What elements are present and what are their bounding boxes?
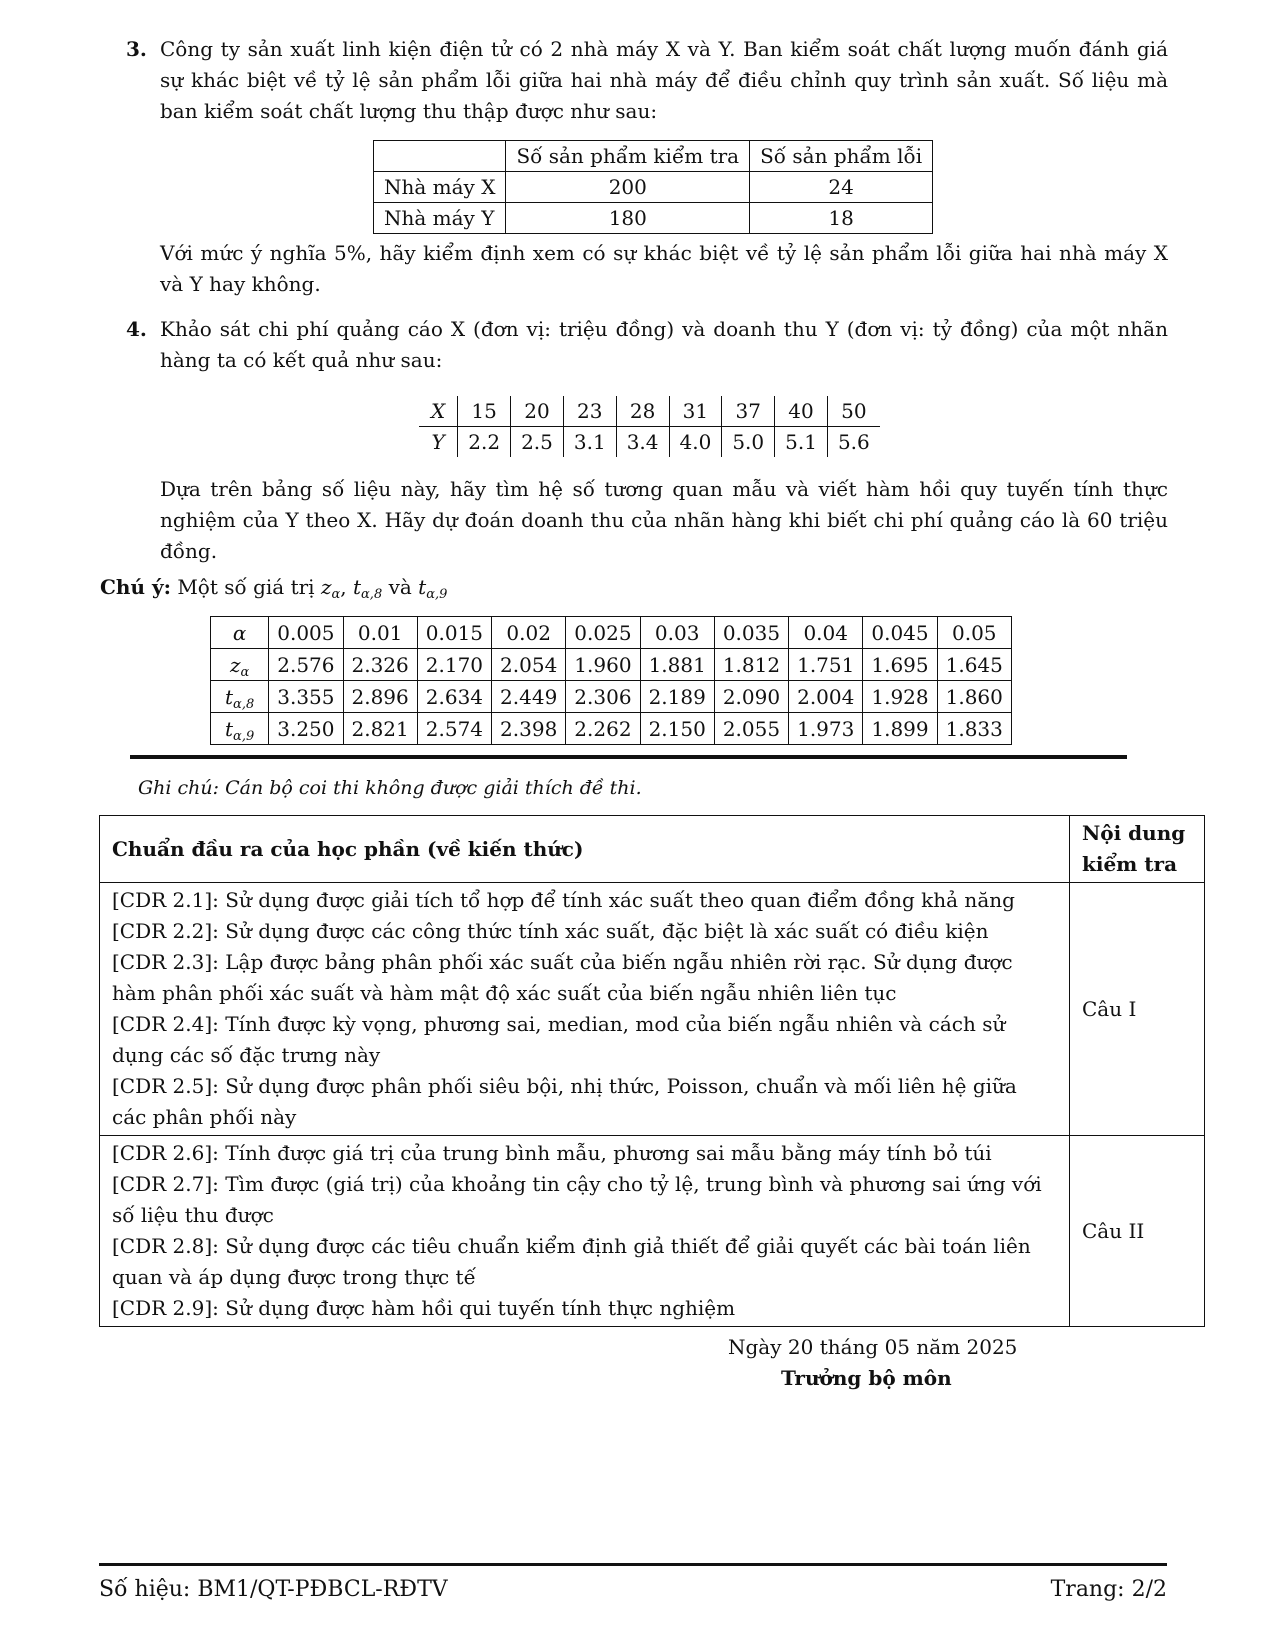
table-row-y (419, 427, 880, 458)
table-cell: 23 (563, 396, 616, 427)
table-cell: 2.055 (714, 713, 788, 745)
z-symbol: z (320, 575, 332, 599)
outcome-item: [CDR 2.4]: Tính được kỳ vọng, phương sai, median, mod của biến ngẫu nhiên và cách sử dụng các số đặc trưng này (112, 1012, 1006, 1067)
table-cell: 0.04 (789, 617, 863, 649)
table-cell: Nhà máy X (374, 172, 506, 203)
table-cell: 0.025 (566, 617, 640, 649)
note-label: Chú ý: (100, 575, 171, 599)
table-cell: 3.1 (563, 427, 616, 458)
question-3-intro: Công ty sản xuất linh kiện điện tử có 2 nhà máy X và Y. Ban kiểm soát chất lượng muốn đánh giá sự khác biệt về tỷ lệ sản phẩm lỗi giữa hai nhà máy để điều chỉnh quy trình sản xuất. Số liệu mà ban kiểm soát chất lượng thu thập được như sau: (160, 37, 1168, 123)
table-header-row (374, 141, 933, 172)
table-cell: 15 (458, 396, 511, 427)
table-cell: 37 (722, 396, 775, 427)
note-text: Một số giá trị (177, 575, 315, 599)
table-cell: 0.005 (269, 617, 343, 649)
table-row-label: α (211, 617, 269, 649)
table-cell: 2.306 (566, 681, 640, 713)
t9-subscript: α,9 (426, 587, 448, 602)
table-cell: 2.634 (417, 681, 491, 713)
table-cell: 1.899 (863, 713, 937, 745)
table-row-z (211, 649, 1012, 681)
table-row-t9 (211, 713, 1012, 745)
question-4-intro: Khảo sát chi phí quảng cáo X (đơn vị: triệu đồng) và doanh thu Y (đơn vị: tỷ đồng) của một nhãn hàng ta có kết quả như sau: (160, 317, 1168, 372)
question-3 (126, 34, 1168, 127)
question-3-text (126, 238, 1168, 300)
table-cell: 2.004 (789, 681, 863, 713)
table-cell: 2.576 (269, 649, 343, 681)
signature-date: Ngày 20 tháng 05 năm 2025 (728, 1335, 1018, 1359)
factory-defect-table (373, 140, 933, 234)
table-row (374, 172, 933, 203)
table-cell: 0.02 (492, 617, 566, 649)
page-number: Trang: 2/2 (1050, 1577, 1167, 1602)
table-cell: 0.035 (714, 617, 788, 649)
table-cell: 1.928 (863, 681, 937, 713)
table-row-label: $t_{\alpha,8}$ (211, 681, 269, 713)
table-cell: 0.03 (640, 617, 714, 649)
table-cell: 5.1 (775, 427, 828, 458)
question-4-text (126, 474, 1168, 567)
table-cell: 1.860 (937, 681, 1011, 713)
table-row (100, 883, 1205, 1136)
table-cell: 5.0 (722, 427, 775, 458)
table-row-alpha (211, 617, 1012, 649)
table-cell: 2.574 (417, 713, 491, 745)
content-header: Nội dung kiểm tra (1070, 816, 1205, 883)
table-cell: 2.170 (417, 649, 491, 681)
note-line: Chú ý: Một số giá trị $z_\alpha$, $t_{\alpha,8}$ và $t_{\alpha,9}$ (100, 575, 448, 602)
outcome-item: [CDR 2.6]: Tính được giá trị của trung bình mẫu, phương sai mẫu bằng máy tính bỏ túi (112, 1141, 992, 1165)
table-cell: 0.015 (417, 617, 491, 649)
table-cell: 50 (827, 396, 879, 427)
table-cell: 1.695 (863, 649, 937, 681)
table-cell: 1.812 (714, 649, 788, 681)
table-cell: 1.881 (640, 649, 714, 681)
table-cell: 2.054 (492, 649, 566, 681)
table-cell: 5.6 (827, 427, 879, 458)
learning-outcomes-table (99, 815, 1205, 1327)
table-cell: 3.4 (616, 427, 669, 458)
table-header-cell: Số sản phẩm lỗi (750, 141, 933, 172)
signature-block (728, 1332, 1018, 1394)
divider (130, 755, 1127, 759)
outcome-item: [CDR 2.5]: Sử dụng được phân phối siêu bội, nhị thức, Poisson, chuẩn và mối liên hệ giữa các phân phối này (112, 1074, 1017, 1129)
question-4-question: Dựa trên bảng số liệu này, hãy tìm hệ số tương quan mẫu và viết hàm hồi quy tuyến tính thực nghiệm của Y theo X. Hãy dự đoán doanh thu của nhãn hàng khi biết chi phí quảng cáo là 60 triệu đồng. (160, 477, 1168, 563)
question-number: 4. (126, 317, 147, 341)
table-cell: 2.398 (492, 713, 566, 745)
table-cell: 180 (506, 203, 750, 234)
table-cell: 24 (750, 172, 933, 203)
note-and: và (388, 575, 412, 599)
outcome-content: Câu II (1070, 1136, 1205, 1327)
table-cell: 0.05 (937, 617, 1011, 649)
table-cell: 200 (506, 172, 750, 203)
table-cell: 2.326 (343, 649, 417, 681)
outcome-group-2 (100, 1136, 1070, 1327)
table-cell: 3.355 (269, 681, 343, 713)
table-cell: 40 (775, 396, 828, 427)
table-cell: 3.250 (269, 713, 343, 745)
ad-revenue-table (419, 396, 880, 457)
table-cell: 1.751 (789, 649, 863, 681)
t8-subscript: α,8 (361, 587, 383, 602)
table-row-x (419, 396, 880, 427)
table-cell: 2.262 (566, 713, 640, 745)
table-row-label: $z_\alpha$ (211, 649, 269, 681)
table-header-cell: Số sản phẩm kiểm tra (506, 141, 750, 172)
critical-values-table (210, 616, 1012, 745)
table-cell: 28 (616, 396, 669, 427)
table-cell: Nhà máy Y (374, 203, 506, 234)
table-cell: 2.2 (458, 427, 511, 458)
table-row (100, 1136, 1205, 1327)
table-cell: 2.821 (343, 713, 417, 745)
table-cell: 2.5 (511, 427, 564, 458)
table-cell: 18 (750, 203, 933, 234)
question-number: 3. (126, 37, 147, 61)
table-cell: 1.973 (789, 713, 863, 745)
table-cell: 2.189 (640, 681, 714, 713)
table-cell: 0.01 (343, 617, 417, 649)
table-cell: 2.150 (640, 713, 714, 745)
t-symbol: t (418, 575, 427, 599)
outcome-item: [CDR 2.9]: Sử dụng được hàm hồi qui tuyến tính thực nghiệm (112, 1296, 736, 1320)
table-row-t8 (211, 681, 1012, 713)
table-cell: 1.645 (937, 649, 1011, 681)
table-row-label: $t_{\alpha,9}$ (211, 713, 269, 745)
table-header-row (100, 816, 1205, 883)
table-row-label: Y (431, 430, 445, 454)
table-cell: 20 (511, 396, 564, 427)
t-symbol: t (352, 575, 362, 599)
outcome-item: [CDR 2.1]: Sử dụng được giải tích tổ hợp để tính xác suất theo quan điểm đồng khả năng (112, 888, 1015, 912)
table-row-label: X (419, 396, 458, 427)
table-cell: 1.833 (937, 713, 1011, 745)
table-cell: 2.090 (714, 681, 788, 713)
document-code: Số hiệu: BM1/QT-PĐBCL-RĐTV (99, 1577, 448, 1602)
table-cell: 4.0 (669, 427, 722, 458)
table-row (374, 203, 933, 234)
z-subscript: α (331, 587, 341, 602)
table-cell: 2.896 (343, 681, 417, 713)
outcome-group-1 (100, 883, 1070, 1136)
outcome-item: [CDR 2.3]: Lập được bảng phân phối xác suất của biến ngẫu nhiên rời rạc. Sử dụng được hàm phân phối xác suất và hàm mật độ xác suất của biến ngẫu nhiên liên tục (112, 950, 1013, 1005)
outcome-item: [CDR 2.2]: Sử dụng được các công thức tính xác suất, đặc biệt là xác suất có điều kiện (112, 919, 989, 943)
outcome-content: Câu I (1070, 883, 1205, 1136)
signature-title: Trưởng bộ môn (781, 1366, 952, 1390)
outcome-item: [CDR 2.7]: Tìm được (giá trị) của khoảng tin cậy cho tỷ lệ, trung bình và phương sai ứng với số liệu thu được (112, 1172, 1042, 1227)
table-cell: 0.045 (863, 617, 937, 649)
table-header-cell (374, 141, 506, 172)
footer-divider (99, 1563, 1167, 1566)
table-cell: 2.449 (492, 681, 566, 713)
outcomes-header: Chuẩn đầu ra của học phần (về kiến thức) (100, 816, 1070, 883)
question-4 (126, 314, 1168, 376)
outcome-item: [CDR 2.8]: Sử dụng được các tiêu chuẩn kiểm định giả thiết để giải quyết các bài toán liên quan và áp dụng được trong thực tế (112, 1234, 1031, 1289)
table-cell: 31 (669, 396, 722, 427)
exam-note: Ghi chú: Cán bộ coi thi không được giải thích đề thi. (138, 777, 642, 799)
table-cell: 1.960 (566, 649, 640, 681)
question-3-question: Với mức ý nghĩa 5%, hãy kiểm định xem có sự khác biệt về tỷ lệ sản phẩm lỗi giữa hai nhà máy X và Y hay không. (160, 241, 1168, 296)
